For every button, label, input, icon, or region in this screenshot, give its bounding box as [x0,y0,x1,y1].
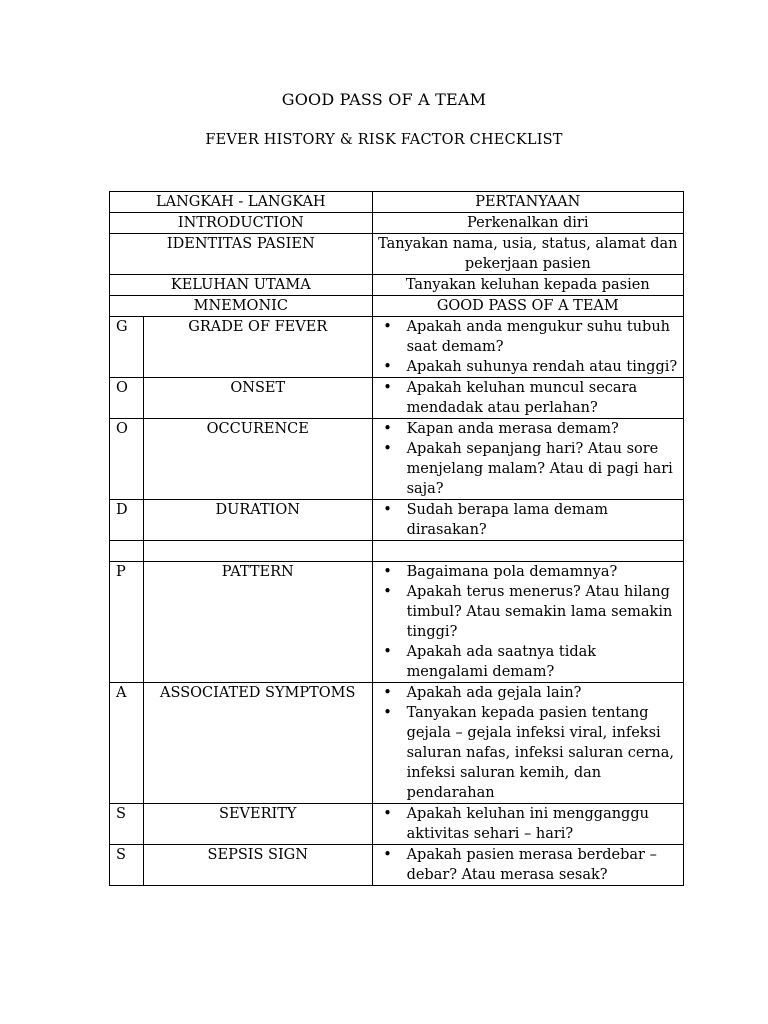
intro-question: Perkenalkan diri [372,213,683,234]
mnemonic-step: ASSOCIATED SYMPTOMS [143,683,372,804]
mnemonic-step [143,541,372,562]
intro-row [110,234,684,275]
question-item: • Apakah keluhan muncul secara mendadak atau perlahan? [399,378,679,418]
header-steps: LANGKAH - LANGKAH [110,192,373,213]
question-list [377,683,679,803]
mnemonic-letter: A [110,683,144,804]
mnemonic-letter: O [110,419,144,500]
question-item: • Apakah terus menerus? Atau hilang timbul? Atau semakin lama semakin tinggi? [399,582,679,642]
intro-row [110,296,684,317]
question-list [377,845,679,885]
intro-question: Tanyakan nama, usia, status, alamat dan pekerjaan pasien [372,234,683,275]
mnemonic-row [110,804,684,845]
question-list [377,804,679,844]
mnemonic-row [110,562,684,683]
mnemonic-questions [372,541,683,562]
intro-step: KELUHAN UTAMA [110,275,373,296]
question-item: • Sudah berapa lama demam dirasakan? [399,500,679,540]
mnemonic-step: PATTERN [143,562,372,683]
mnemonic-step: SEPSIS SIGN [143,845,372,886]
question-item: • Kapan anda merasa demam? [399,419,679,439]
mnemonic-step: ONSET [143,378,372,419]
header-questions: PERTANYAAN [372,192,683,213]
mnemonic-questions [372,378,683,419]
mnemonic-letter: D [110,500,144,541]
mnemonic-letter: G [110,317,144,378]
question-item: • Tanyakan kepada pasien tentang gejala – gejala infeksi viral, infeksi saluran nafas, infeksi saluran cerna, infeksi saluran kemih, dan pendarahan [399,703,679,803]
question-list [377,562,679,682]
intro-step: MNEMONIC [110,296,373,317]
question-item: • Apakah ada saatnya tidak mengalami demam? [399,642,679,682]
mnemonic-step: OCCURENCE [143,419,372,500]
question-item: • Apakah keluhan ini mengganggu aktivitas sehari – hari? [399,804,679,844]
intro-question: Tanyakan keluhan kepada pasien [372,275,683,296]
mnemonic-row [110,500,684,541]
mnemonic-row [110,845,684,886]
question-item: • Apakah pasien merasa berdebar – debar? Atau merasa sesak? [399,845,679,885]
document-title: GOOD PASS OF A TEAM [281,90,487,109]
question-item: • Apakah suhunya rendah atau tinggi? [399,357,679,377]
mnemonic-questions [372,804,683,845]
mnemonic-letter: O [110,378,144,419]
intro-step: IDENTITAS PASIEN [110,234,373,275]
mnemonic-row [110,419,684,500]
question-item: • Apakah anda mengukur suhu tubuh saat demam? [399,317,679,357]
question-list [377,419,679,499]
intro-step: INTRODUCTION [110,213,373,234]
mnemonic-letter: S [110,845,144,886]
mnemonic-letter: S [110,804,144,845]
checklist-table [109,191,684,886]
mnemonic-letter: P [110,562,144,683]
question-list [377,500,679,540]
mnemonic-questions [372,419,683,500]
mnemonic-row [110,683,684,804]
table-header-row [110,192,684,213]
mnemonic-questions [372,562,683,683]
mnemonic-step: DURATION [143,500,372,541]
intro-question: GOOD PASS OF A TEAM [372,296,683,317]
question-item: • Apakah sepanjang hari? Atau sore menjelang malam? Atau di pagi hari saja? [399,439,679,499]
mnemonic-step: GRADE OF FEVER [143,317,372,378]
intro-row [110,275,684,296]
blank-row [110,541,684,562]
question-list [377,317,679,377]
mnemonic-row [110,317,684,378]
mnemonic-row [110,378,684,419]
intro-row [110,213,684,234]
question-item: • Apakah ada gejala lain? [399,683,679,703]
mnemonic-step: SEVERITY [143,804,372,845]
checklist-body [110,192,684,886]
mnemonic-letter [110,541,144,562]
question-item: • Bagaimana pola demamnya? [399,562,679,582]
mnemonic-questions [372,845,683,886]
document-subtitle: FEVER HISTORY & RISK FACTOR CHECKLIST [205,132,563,148]
mnemonic-questions [372,683,683,804]
question-list [377,378,679,418]
mnemonic-questions [372,317,683,378]
mnemonic-questions [372,500,683,541]
